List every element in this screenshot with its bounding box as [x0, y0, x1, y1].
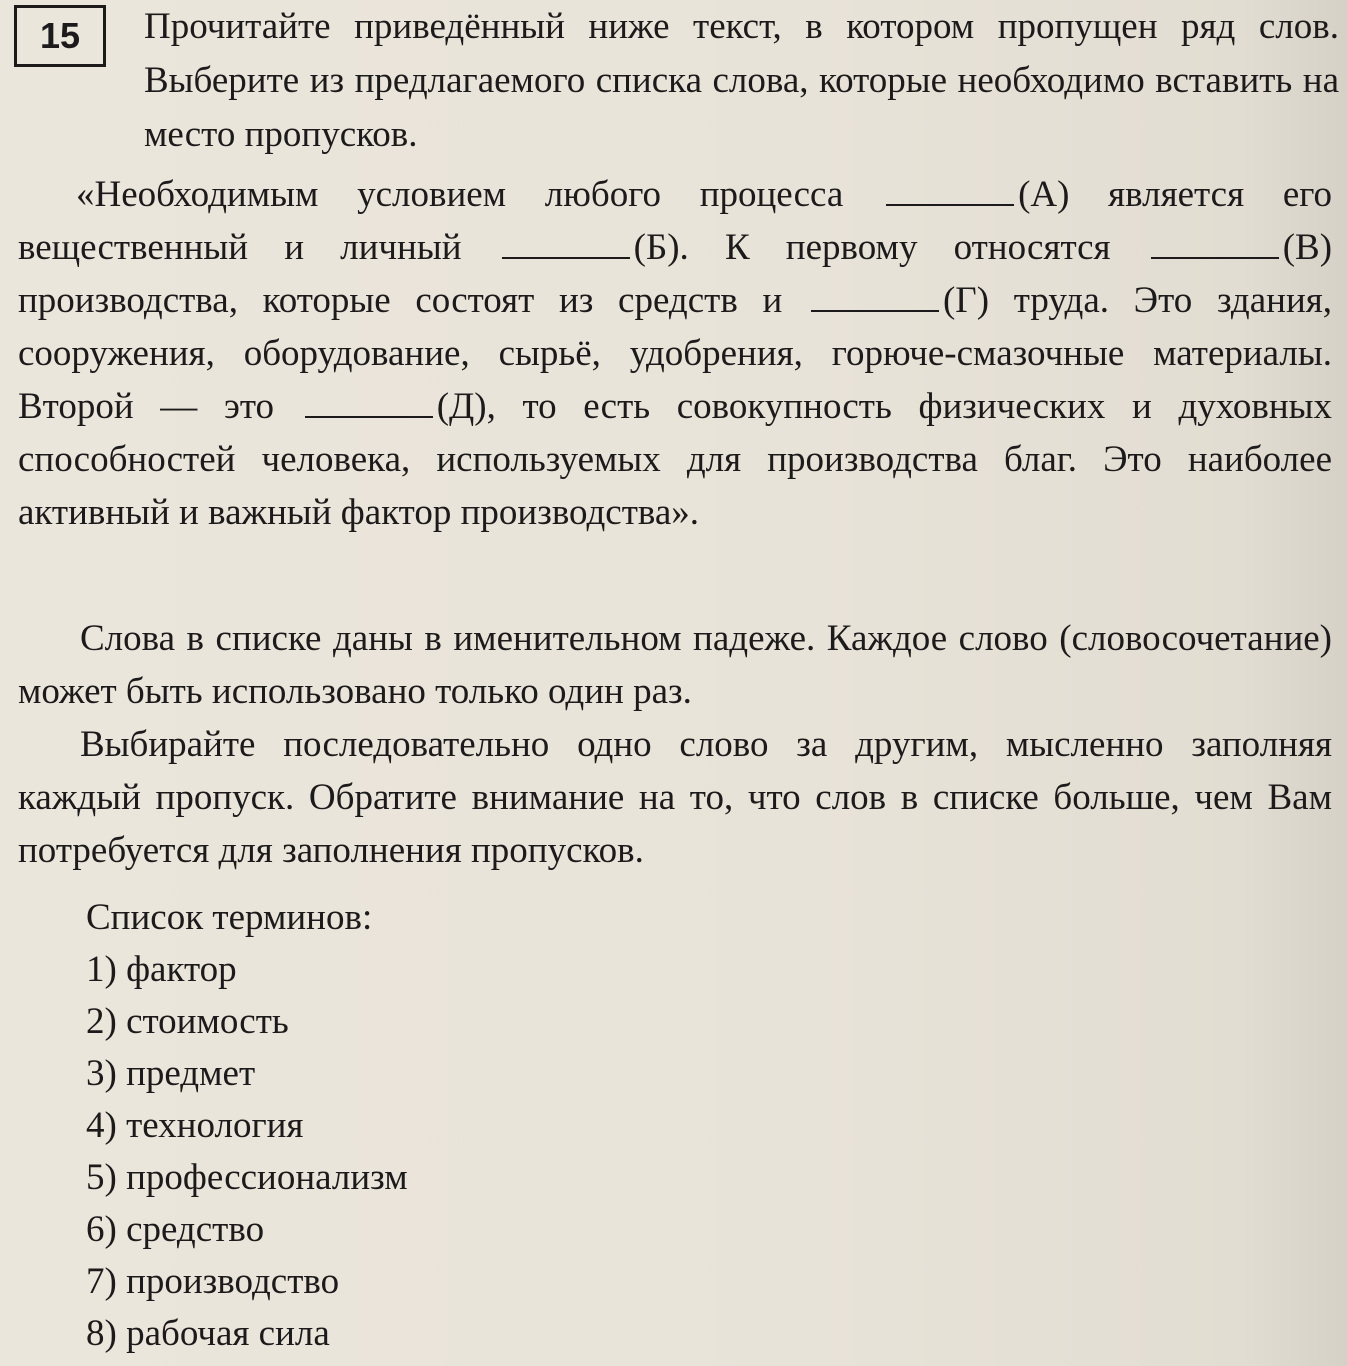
- blank-b: [502, 256, 630, 259]
- passage-segment-2: (А) является его вещественный и личный: [18, 174, 1332, 268]
- passage-text: [18, 168, 1332, 539]
- term-item-4: 4) технология: [86, 1105, 304, 1146]
- passage-segment-3: (Б). К первому относятся: [633, 227, 1111, 268]
- task-number: 15: [39, 15, 81, 56]
- blank-a: [886, 203, 1014, 206]
- terms-list-title: Список терминов:: [86, 897, 373, 938]
- passage-segment-5: (Г) труда. Это здания, сооружения, оборудование, сырьё, удобрения, горюче-смазочные материалы. Второй — это: [18, 280, 1333, 427]
- term-item-8: 8) рабочая сила: [86, 1313, 330, 1354]
- passage-segment-1: «Необходимым условием любого процесса: [76, 174, 844, 215]
- passage-segment-4: (В) производства, которые состоят из средств и: [18, 227, 1333, 321]
- blank-g: [811, 309, 939, 312]
- blank-v: [1151, 256, 1279, 259]
- task-number-box: [14, 5, 106, 67]
- task-instruction: Прочитайте приведённый ниже текст, в котором пропущен ряд слов. Выберите из предлагаемого списка слова, которые необходимо вставить на место пропусков.: [144, 6, 1339, 155]
- blank-d: [305, 415, 433, 418]
- term-item-6: 6) средство: [86, 1209, 265, 1250]
- terms-list: [86, 944, 408, 1360]
- term-item-2: 2) стоимость: [86, 1001, 289, 1042]
- note-fill-sequence: Выбирайте последовательно одно слово за другим, мысленно заполняя каждый пропуск. Обратите внимание на то, что слов в списке больше, чем Вам потребуется для заполнения пропусков.: [18, 724, 1332, 871]
- term-item-7: 7) производство: [86, 1261, 340, 1302]
- term-item-5: 5) профессионализм: [86, 1157, 408, 1198]
- term-item-1: 1) фактор: [86, 949, 237, 990]
- passage-segment-6: (Д), то есть совокупность физических и духовных способностей человека, используемых для производства благ. Это наиболее активный и важный фактор производства».: [18, 386, 1332, 533]
- note-nominative-case: Слова в списке даны в именительном падеже. Каждое слово (словосочетание) может быть использовано только один раз.: [18, 618, 1332, 712]
- term-item-3: 3) предмет: [86, 1053, 256, 1094]
